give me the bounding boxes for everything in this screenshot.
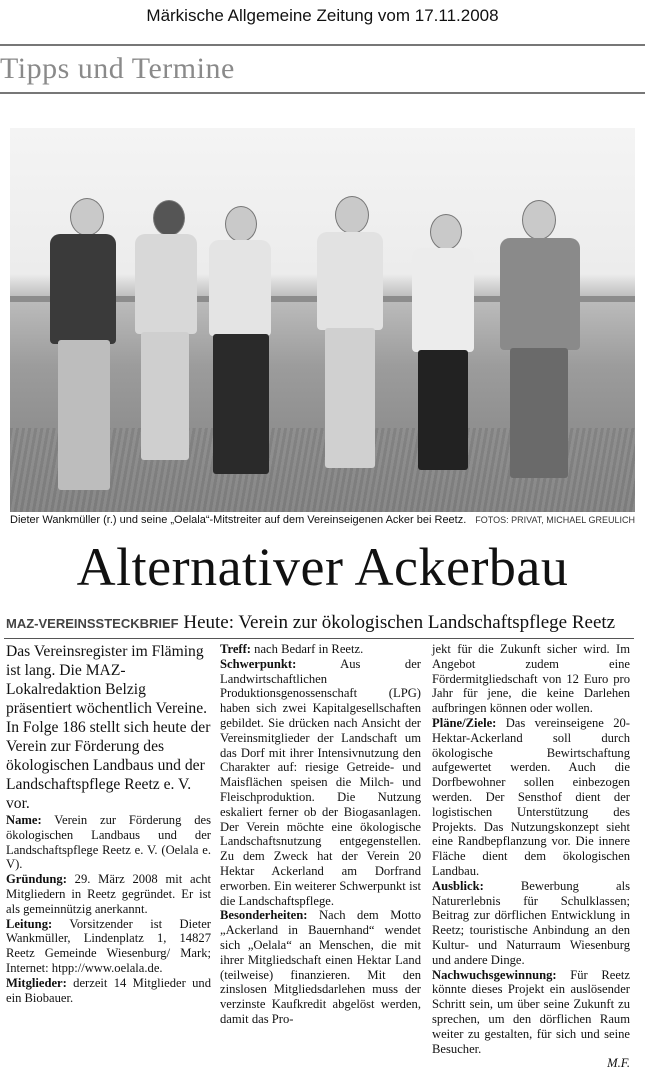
author-signature: M.F. [607,1056,630,1071]
fact-treff [220,642,421,657]
fact-leitung [6,917,211,976]
fact-text: 29. März 2008 mit acht Mitgliedern in Reetz gegründet. Er ist als gemeinnützig anerkannt. [6,872,211,916]
article-column-3 [432,642,630,1071]
fact-text: nach Bedarf in Reetz. [254,642,364,656]
photo-caption [10,514,635,526]
fact-name [6,813,211,872]
source-line: Märkische Allgemeine Zeitung vom 17.11.2008 [146,6,499,25]
subhead [6,612,641,634]
fact-label: Schwerpunkt: [220,656,297,671]
fact-text: Für Reetz könnte dieses Projekt ein auslösender Schritt sein, um über seine Zukunft zu sprechen, um den dörflichen Raum weiter zu gestalten, für sich und seine Besucher. [432,967,630,1056]
fact-mitglieder [6,976,211,1006]
fact-ausblick [432,879,630,968]
photo-caption-text: Dieter Wankmüller (r.) und seine „Oelala“-Mitstreiter auf dem Vereinseigenen Acker bei Reetz. [10,514,467,526]
fact-ziele [432,716,630,879]
fact-label: Pläne/Ziele: [432,715,497,730]
section-title: Tipps und Termine [0,52,235,85]
fact-label: Treff: [220,642,251,656]
fact-label: Name: [6,813,42,827]
section-header [0,44,645,94]
fact-text: derzeit 14 Mitglieder und ein Biobauer. [6,975,211,1005]
fact-text: Nach dem Motto „Ackerland in Bauernhand“ wendet sich „Oelala“ an Menschen, die mit ihrer Mitgliedschaft einen Hektar Land (teilweise) finanzieren. Mit den zinslosen Mitgliedsdarlehen muss der verzinste Kaufkredit abgelöst werden, damit das Pro- [220,908,421,1026]
subhead-rule [4,638,634,639]
fact-nachwuchs [432,968,630,1057]
fact-label: Nachwuchsgewinnung: [432,967,557,982]
fact-text: Bewerbung als Naturerlebnis für Schulklassen; Beitrag zur dörflichen Entwicklung in Reetz; touristische Anbindung an den Kultur- und Naturraum Wiesenburg und andere Dinge. [432,878,630,967]
photo-credit: FOTOS: PRIVAT, MICHAEL GREULICH [475,515,635,525]
fact-gruendung [6,872,211,916]
fact-besonderheiten [220,908,421,1026]
group-photo [10,128,635,512]
subhead-kicker: MAZ-VEREINSSTECKBRIEF [6,616,179,631]
fact-label: Gründung: [6,872,67,887]
fact-label: Mitglieder: [6,975,67,990]
fact-text: Das vereinseigene 20-Hektar-Ackerland soll durch ökologische Bewirtschaftung aufgewertet werden. Auch die Dorfbewohner sollen einbezogen werden. Der Sensthof dient der logistischen Unterstützung des Projekts. Das Nutzungskonzept sieht eine Randbepflanzung vor. Die innere Fläche dient dem ökologischen Landbau. [432,715,630,878]
headline: Alternativer Ackerbau [76,537,569,597]
subhead-text: Heute: Verein zur ökologischen Landschaftspflege Reetz [183,612,616,633]
fact-label: Besonderheiten: [220,908,308,923]
fact-text: Verein zur Förderung des ökologischen Landbaus und der Landschaftspflege Reetz e. V. (Oelala e. V). [6,813,211,872]
lead-paragraph: Das Vereinsregister im Fläming ist lang. Die MAZ-Lokalredaktion Belzig präsentiert wöchentlich Vereine. In Folge 186 stellt sich heute der Verein zur Förderung des ökologischen Landbaus und der Landschaftspflege Reetz e. V. vor. [6,643,211,812]
fact-schwerpunkt [220,657,421,909]
fact-text: Vorsitzender ist Dieter Wankmüller, Lindenplatz 1, 14827 Reetz Gemeinde Wiesenburg/ Mark; Internet: htpp://www.oelala.de. [6,916,211,975]
article-column-2 [220,642,421,1027]
article-column-1 [6,642,211,1005]
fact-text: Aus der Landwirtschaftlichen Produktionsgenossenschaft (LPG) haben sich zwei Kapitalgesellschaften gebildet. Sie drücken nach Ansicht der Vereinsmitglieder der Landschaft um das Dorf mit ihrer Intensivnutzung den Charakter auf: riesige Getreide- und Maisflächen speisen die Milch- und Fleischproduktion. Die Nutzung eskaliert ferner ob der Biogasanlagen. Der Verein möchte eine ökologische Landschaftsnutzung entgegenstellen. Zu dem Zweck hat der Verein 20 Hektar Ackerland am Dorfrand erworben. Ein weiterer Schwerpunkt ist die Landschaftspflege. [220,656,421,908]
fact-label: Leitung: [6,916,53,931]
fact-label: Ausblick: [432,878,484,893]
continuation-text: jekt für die Zukunft sicher wird. Im Angebot zudem eine Fördermitgliedschaft von 12 Euro pro Jahr für jene, die keine Darlehen aufbringen können oder wollen. [432,642,630,716]
